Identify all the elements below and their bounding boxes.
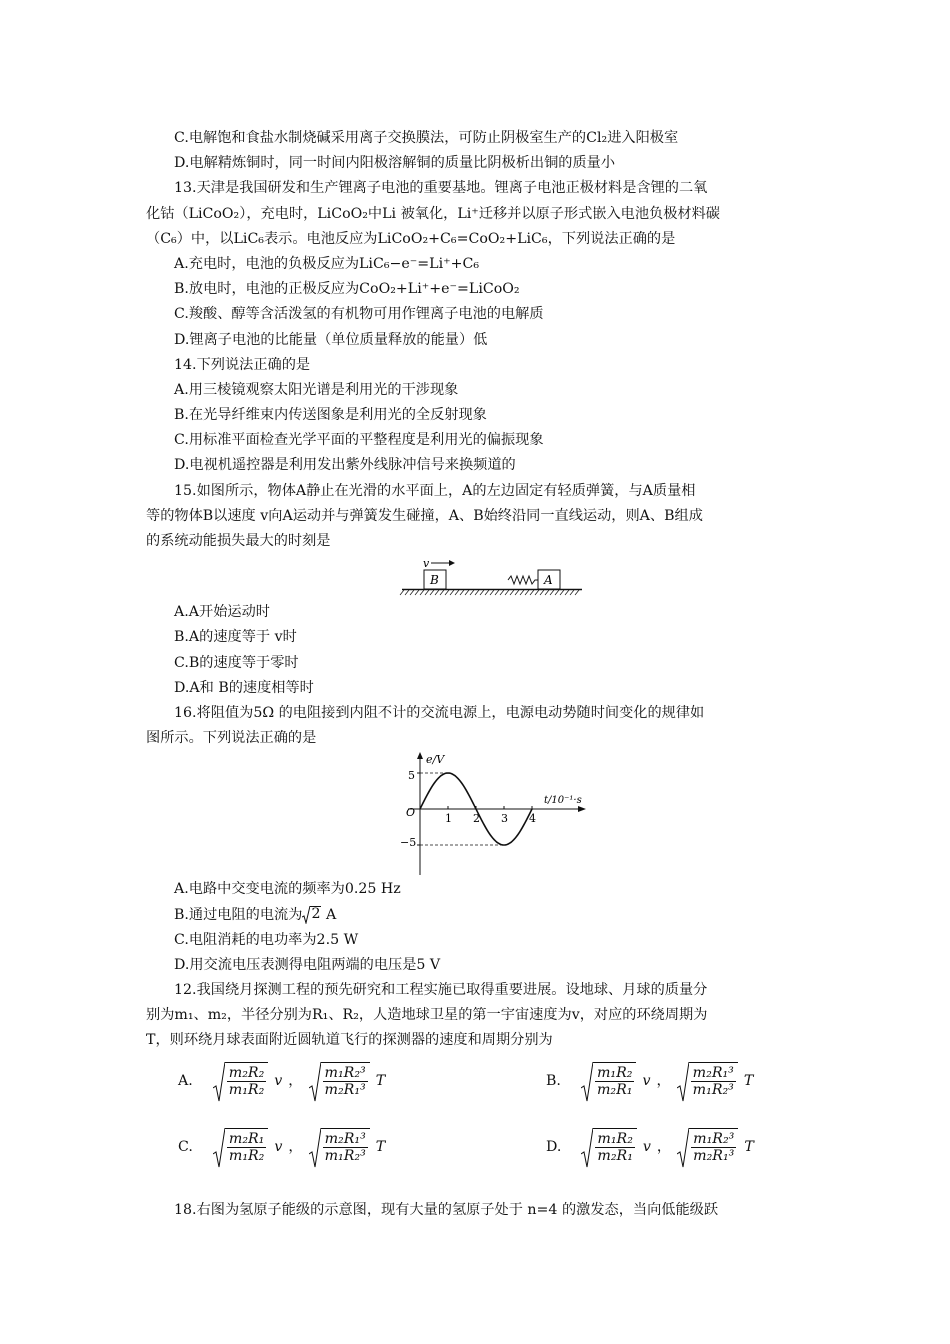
period-radical-denominator: m₁R₂³ bbox=[324, 1147, 366, 1164]
origin-label: O bbox=[406, 806, 416, 820]
x-tick-label: 2 bbox=[473, 812, 480, 826]
q16-figure bbox=[146, 751, 806, 877]
q14-stem: 14.下列说法正确的是 bbox=[174, 356, 311, 373]
q13-option-c: C.羧酸、醇等含活泼氢的有机物可用作锂离子电池的电解质 bbox=[174, 306, 544, 323]
q12b-stem-line3: T，则环绕月球表面附近圆轨道飞行的探测器的速度和周期分别为 bbox=[146, 1032, 553, 1049]
q14-option-c: C.用标准平面检查光学平面的平整程度是利用光的偏振现象 bbox=[174, 432, 544, 449]
q16-option-b-unit: A bbox=[321, 906, 337, 923]
y-axis-arrow bbox=[417, 752, 423, 759]
q12-option-c-text: C.电解饱和食盐水制烧碱采用离子交换膜法，可防止阴极室生产的Cl₂进入阳极室 bbox=[174, 130, 679, 146]
period-radical bbox=[677, 1062, 738, 1102]
velocity-symbol: v bbox=[274, 1139, 283, 1156]
period-radical bbox=[309, 1128, 370, 1168]
comma: ， bbox=[288, 1073, 303, 1090]
q14-option-d: D.电视机遥控器是利用发出紫外线脉冲信号来换频道的 bbox=[174, 457, 516, 474]
q12b-option-b bbox=[546, 1062, 753, 1102]
velocity-symbol: v bbox=[274, 1073, 283, 1090]
velocity-radical-denominator: m₂R₁ bbox=[596, 1081, 633, 1098]
comma: ， bbox=[288, 1139, 303, 1156]
q15-figure bbox=[146, 554, 806, 600]
q16-option-b bbox=[146, 903, 806, 928]
q15-option-b: B.A的速度等于 v时 bbox=[174, 629, 297, 646]
option-label: D. bbox=[546, 1139, 562, 1156]
ground-hatch bbox=[400, 590, 579, 595]
x-tick-label: 1 bbox=[445, 812, 452, 826]
q12b-option-a bbox=[178, 1062, 385, 1102]
velocity-radical-numerator: m₂R₁ bbox=[228, 1130, 265, 1147]
q15-option-d: D.A和 B的速度相等时 bbox=[174, 679, 314, 696]
period-radical-numerator: m₂R₁³ bbox=[324, 1130, 366, 1147]
spring bbox=[508, 576, 538, 584]
velocity-radical-denominator: m₁R₂ bbox=[228, 1081, 265, 1098]
q13-stem: 13.天津是我国研发和生产锂离子电池的重要基地。锂离子电池正极材料是含锂的二氧 bbox=[174, 180, 708, 197]
q15-option-a: A.A开始运动时 bbox=[174, 604, 270, 621]
q12b-option-c bbox=[178, 1128, 385, 1168]
q12b-stem-line2: 别为m₁、m₂，半径分别为R₁、R₂，人造地球卫星的第一宇宙速度为v，对应的环绕周期为 bbox=[146, 1007, 708, 1024]
period-symbol: T bbox=[743, 1073, 754, 1090]
block-a-label: A bbox=[544, 573, 553, 588]
q16-option-a: A.电路中交变电流的频率为0.25 Hz bbox=[174, 881, 401, 898]
x-axis-label: t/10⁻¹·s bbox=[544, 795, 582, 807]
period-radical-denominator: m₁R₂³ bbox=[692, 1081, 734, 1098]
q14-option-a: A.用三棱镜观察太阳光谱是利用光的干涉现象 bbox=[174, 381, 459, 398]
document-page bbox=[146, 126, 806, 1223]
velocity-radical bbox=[213, 1062, 269, 1102]
x-tick-label: 3 bbox=[501, 812, 508, 826]
q13-stem-line3: （C₆）中，以LiC₆表示。电池反应为LiCoO₂+C₆=CoO₂+LiC₆，下列说法正确的是 bbox=[146, 230, 676, 247]
period-symbol: T bbox=[375, 1139, 386, 1156]
q12b-option-d bbox=[546, 1128, 754, 1168]
q15-stem: 15.如图所示，物体A静止在光滑的水平面上，A的左边固定有轻质弹簧，与A质量相 bbox=[174, 482, 696, 499]
y-tick-label-neg: −5 bbox=[400, 836, 417, 850]
velocity-radical-numerator: m₁R₂ bbox=[597, 1130, 633, 1147]
q16-option-c: C.电阻消耗的电功率为2.5 W bbox=[174, 931, 359, 948]
period-radical-numerator: m₂R₁³ bbox=[692, 1064, 734, 1081]
x-tick-label: 4 bbox=[529, 812, 536, 826]
velocity-symbol: v bbox=[642, 1139, 651, 1156]
option-label: C. bbox=[178, 1139, 193, 1156]
velocity-radical bbox=[213, 1128, 269, 1168]
velocity-radical-numerator: m₂R₂ bbox=[228, 1064, 265, 1081]
velocity-radical bbox=[581, 1128, 637, 1168]
q16-graph bbox=[146, 751, 806, 877]
q15-option-c: C.B的速度等于零时 bbox=[174, 654, 299, 671]
velocity-arrowhead bbox=[449, 560, 455, 566]
period-radical-numerator: m₁R₂³ bbox=[324, 1064, 366, 1081]
velocity-symbol: v bbox=[642, 1073, 651, 1090]
period-radical-denominator: m₂R₁³ bbox=[324, 1081, 366, 1098]
q18-stem: 18.右图为氢原子能级的示意图，现有大量的氢原子处于 n=4 的激发态，当向低能级跃 bbox=[174, 1201, 719, 1218]
sqrt-two bbox=[302, 906, 321, 924]
period-radical-numerator: m₁R₂³ bbox=[693, 1130, 735, 1147]
comma: ， bbox=[656, 1073, 671, 1090]
period-radical bbox=[309, 1062, 370, 1102]
y-axis-label: e/V bbox=[426, 753, 445, 767]
velocity-radical bbox=[581, 1062, 637, 1102]
q13-option-b: B.放电时，电池的正极反应为CoO₂+Li⁺+e⁻=LiCoO₂ bbox=[174, 281, 520, 298]
velocity-radical-numerator: m₁R₂ bbox=[596, 1064, 633, 1081]
x-axis-arrow bbox=[578, 806, 586, 812]
q12b-options bbox=[146, 1058, 806, 1194]
q15-diagram bbox=[146, 554, 806, 600]
option-label: B. bbox=[546, 1073, 561, 1090]
q16-stem-line2: 图所示。下列说法正确的是 bbox=[146, 730, 317, 747]
q16-option-d: D.用交流电压表测得电阻两端的电压是5 V bbox=[174, 956, 441, 973]
q16-stem: 16.将阻值为5Ω 的电阻接到内阻不计的交流电源上，电源电动势随时间变化的规律如 bbox=[174, 704, 705, 721]
q12-option-d-text: D.电解精炼铜时，同一时间内阳极溶解铜的质量比阴极析出铜的质量小 bbox=[174, 155, 616, 172]
y-tick-label-pos: 5 bbox=[408, 769, 415, 783]
velocity-label: v bbox=[423, 557, 430, 571]
velocity-radical-denominator: m₁R₂ bbox=[228, 1147, 265, 1164]
q14-option-b: B.在光导纤维束内传送图象是利用光的全反射现象 bbox=[174, 407, 487, 424]
period-symbol: T bbox=[375, 1073, 386, 1090]
comma: ， bbox=[656, 1139, 672, 1156]
q12b-stem: 12.我国绕月探测工程的预先研究和工程实施已取得重要进展。设地球、月球的质量分 bbox=[174, 982, 708, 999]
q13-stem-line2: 化钴（LiCoO₂），充电时，LiCoO₂中Li 被氧化，Li⁺迁移并以原子形式嵌入电池负极材料碳 bbox=[146, 205, 720, 222]
q15-stem-line3: 的系统动能损失最大的时刻是 bbox=[146, 533, 331, 549]
q15-stem-line2: 等的物体B以速度 v向A运动并与弹簧发生碰撞，A、B始终沿同一直线运动，则A、B组成 bbox=[146, 507, 703, 524]
period-radical bbox=[677, 1128, 738, 1168]
period-symbol: T bbox=[744, 1139, 754, 1156]
q13-option-d: D.锂离子电池的比能量（单位质量释放的能量）低 bbox=[174, 331, 488, 348]
option-label: A. bbox=[178, 1073, 193, 1090]
sqrt-two-value: 2 bbox=[311, 905, 321, 922]
q16-option-b-text: B.通过电阻的电流为 bbox=[174, 906, 303, 923]
q13-option-a: A.充电时，电池的负极反应为LiC₆−e⁻=Li⁺+C₆ bbox=[174, 255, 480, 272]
period-radical-denominator: m₂R₁³ bbox=[693, 1147, 735, 1164]
velocity-radical-denominator: m₂R₁ bbox=[597, 1147, 633, 1164]
block-b-label: B bbox=[430, 573, 439, 588]
